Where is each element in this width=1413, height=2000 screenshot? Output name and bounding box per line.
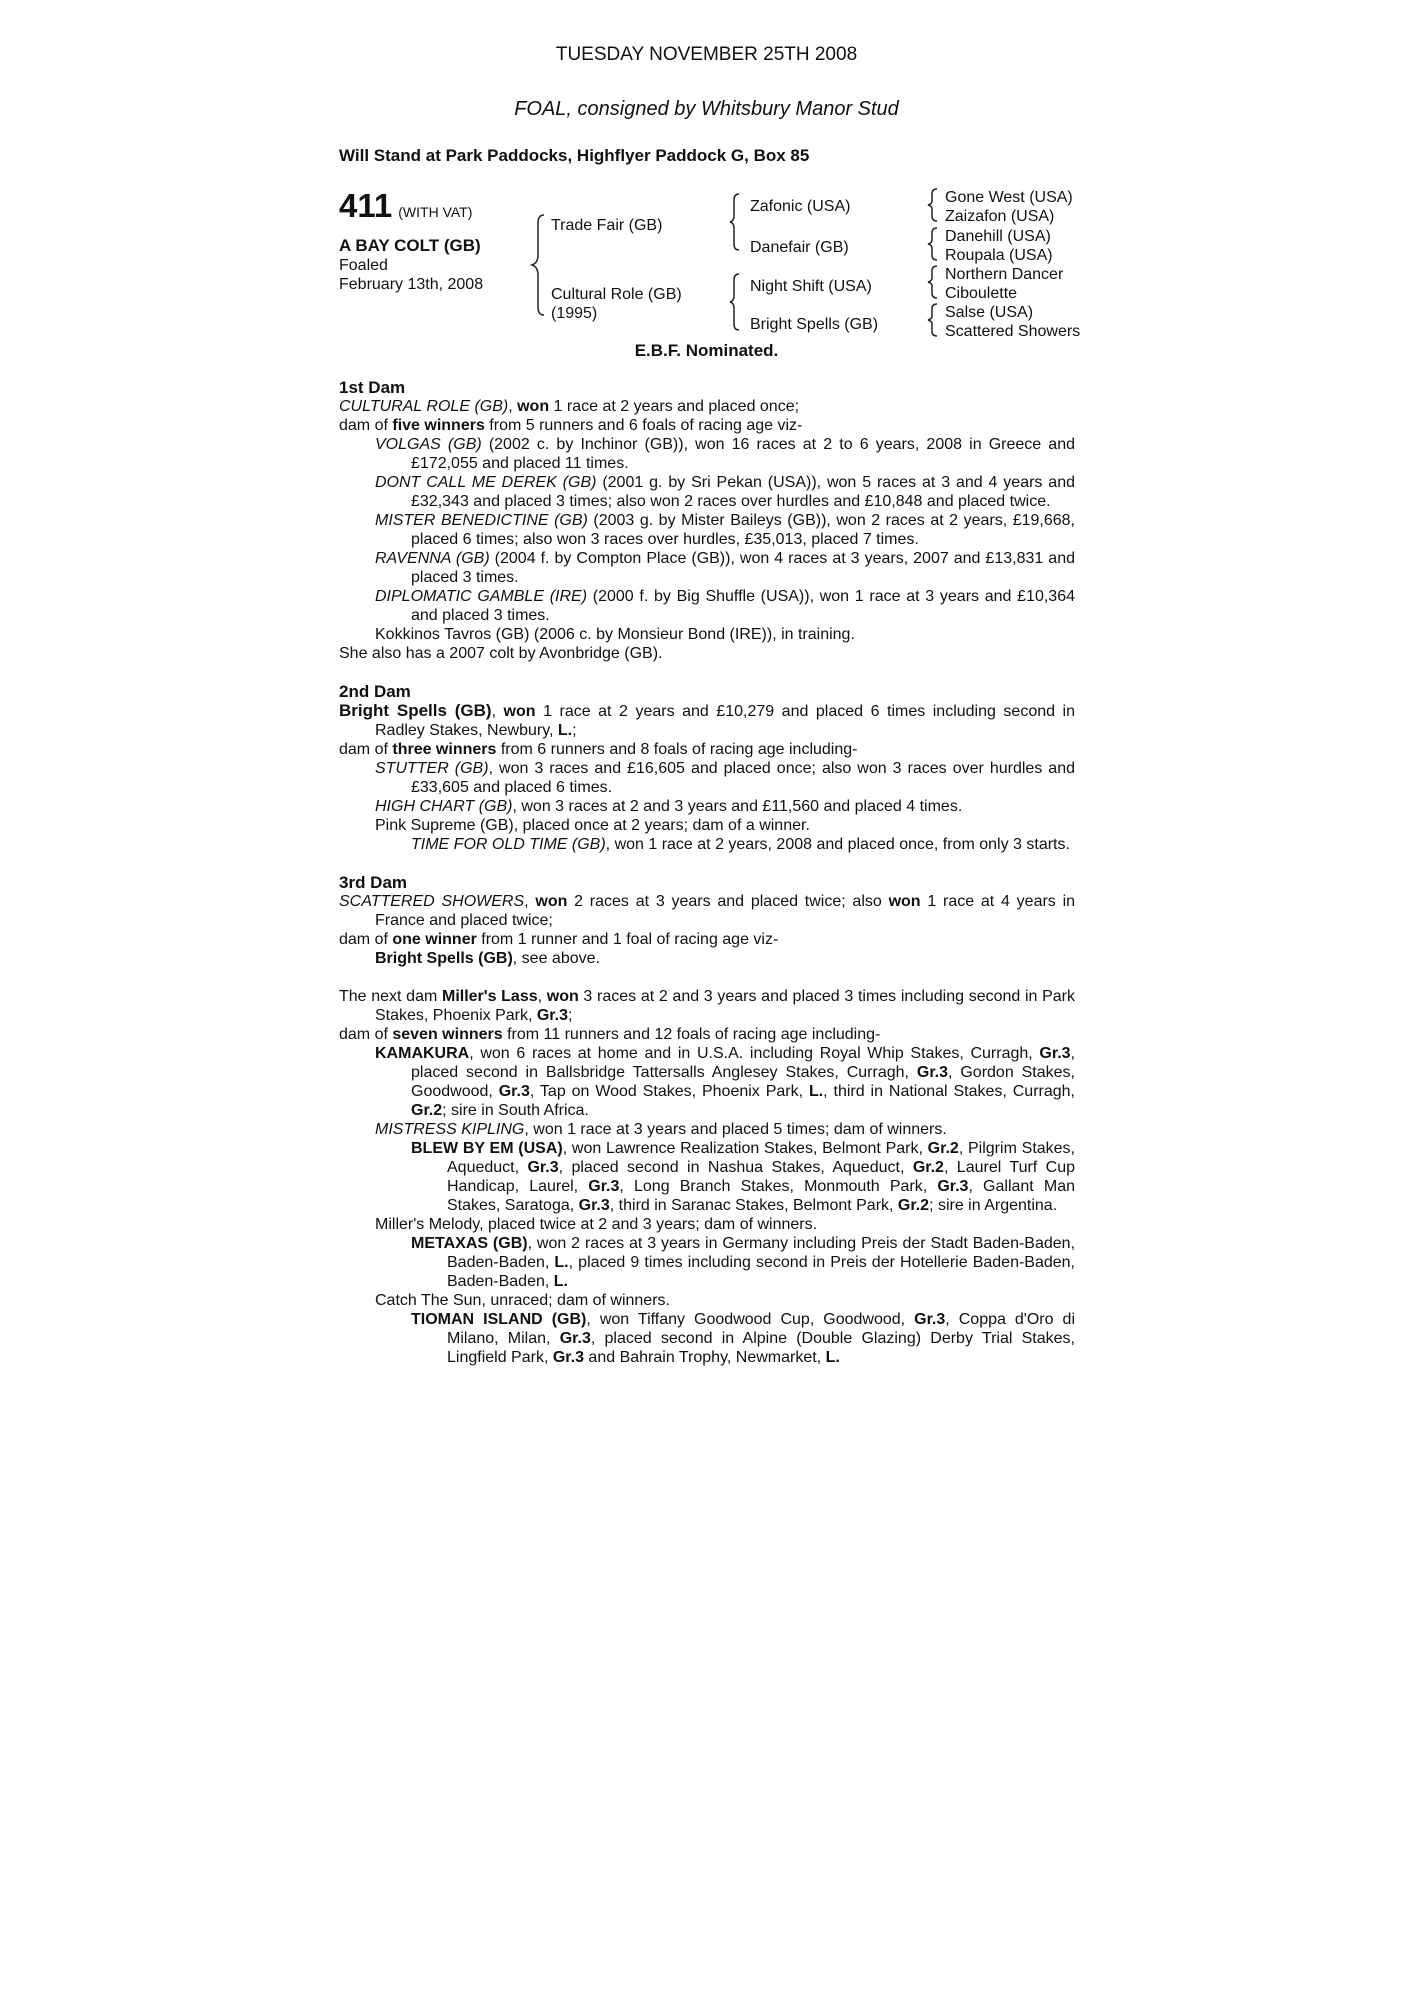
pedigree-brace-g1: [926, 186, 940, 224]
pedigree-brace-g2: [926, 225, 940, 263]
pedigree-g4: Roupala (USA): [945, 247, 1053, 264]
foaled-label: Foaled: [339, 257, 388, 274]
second-dam-produce-summary: dam of three winners from 6 runners and 8 foals of racing age including-: [339, 741, 858, 758]
produce-entry: KAMAKURA, won 6 races at home and in U.S.A. including Royal Whip Stakes, Curragh, Gr.3, placed second in Ballsbridge Tattersalls Anglesey Stakes, Curragh, Gr.3, Gordon Stakes, Goodwood, Gr.3, Tap on Wood Stakes, Phoenix Park, L., third in National Stakes, Curragh, Gr.2; sire in South Africa.: [375, 1045, 1075, 1119]
produce-entry: BLEW BY EM (USA), won Lawrence Realization Stakes, Belmont Park, Gr.2, Pilgrim Stakes, Aqueduct, Gr.3, placed second in Nashua Stakes, Aqueduct, Gr.2, Laurel Turf Cup Handicap, Laurel, Gr.3, Long Branch Stakes, Monmouth Park, Gr.3, Gallant Man Stakes, Saratoga, Gr.3, third in Saranac Stakes, Belmont Park, Gr.2; sire in Argentina.: [411, 1140, 1076, 1214]
pedigree-brace-g3: [926, 263, 940, 301]
stand-location: Will Stand at Park Paddocks, Highflyer Paddock G, Box 85: [339, 146, 810, 165]
produce-entry: VOLGAS (GB) (2002 c. by Inchinor (GB)), won 16 races at 2 to 6 years, 2008 in Greece and £172,055 and placed 11 times.: [375, 436, 1075, 472]
pedigree-brace-sire: [728, 190, 742, 254]
produce-entry: METAXAS (GB), won 2 races at 3 years in Germany including Preis der Stadt Baden-Baden, Baden-Baden, L., placed 9 times including second in Preis der Hotellerie Baden-Baden, Baden-Baden, L.: [411, 1235, 1076, 1290]
produce-entry: DONT CALL ME DEREK (GB) (2001 g. by Sri Pekan (USA)), won 5 races at 3 and 4 years and £32,343 and placed 3 times; also won 2 races over hurdles and £10,848 and placed twice.: [375, 474, 1075, 510]
produce-entry: Miller's Melody, placed twice at 2 and 3 years; dam of winners.: [375, 1216, 818, 1233]
pedigree-dam-year: (1995): [551, 305, 598, 322]
lot-number-block: [339, 187, 472, 225]
lot-number: 411: [339, 187, 393, 224]
pedigree-brace-dam: [728, 270, 742, 334]
produce-entry: Bright Spells (GB), see above.: [375, 950, 600, 967]
pedigree-dam-dam: Bright Spells (GB): [750, 316, 879, 333]
foaled-date: February 13th, 2008: [339, 276, 484, 293]
first-dam-name: CULTURAL ROLE (GB): [339, 398, 509, 415]
third-dam-heading: 3rd Dam: [339, 873, 408, 892]
produce-entry: Kokkinos Tavros (GB) (2006 c. by Monsieur Bond (IRE)), in training.: [375, 626, 855, 643]
pedigree-sire: Trade Fair (GB): [551, 217, 663, 234]
pedigree-brace-g4: [926, 301, 940, 339]
pedigree-g2: Zaizafon (USA): [945, 208, 1055, 225]
pedigree-sire-sire: Zafonic (USA): [750, 198, 851, 215]
pedigree-g6: Ciboulette: [945, 285, 1018, 302]
pedigree-dam: Cultural Role (GB): [551, 286, 682, 303]
ebf-nominated: E.B.F. Nominated.: [634, 341, 779, 360]
produce-entry: TIME FOR OLD TIME (GB), won 1 race at 2 years, 2008 and placed once, from only 3 starts.: [411, 836, 1070, 853]
pedigree-g8: Scattered Showers: [945, 323, 1081, 340]
third-dam-record: SCATTERED SHOWERS, won 2 races at 3 years and placed twice; also won 1 race at 4 years in France and placed twice;: [339, 893, 1076, 929]
pedigree-dam-sire: Night Shift (USA): [750, 278, 872, 295]
produce-entry: RAVENNA (GB) (2004 f. by Compton Place (GB)), won 4 races at 3 years, 2007 and £13,831 and placed 3 times.: [375, 550, 1075, 586]
pedigree-sire-dam: Danefair (GB): [750, 239, 849, 256]
pedigree-brace-main: [530, 205, 550, 325]
produce-note: She also has a 2007 colt by Avonbridge (GB).: [339, 645, 663, 662]
third-dam-produce-summary: dam of one winner from 1 runner and 1 foal of racing age viz-: [339, 931, 779, 948]
produce-entry: Catch The Sun, unraced; dam of winners.: [375, 1292, 670, 1309]
pedigree-g7: Salse (USA): [945, 304, 1034, 321]
next-dam-record: The next dam Miller's Lass, won 3 races at 2 and 3 years and placed 3 times including second in Park Stakes, Phoenix Park, Gr.3;: [339, 988, 1075, 1024]
first-dam-heading: 1st Dam: [339, 378, 406, 397]
second-dam-heading: 2nd Dam: [339, 682, 411, 701]
pedigree-g1: Gone West (USA): [945, 189, 1073, 206]
catalogue-body: [339, 378, 1075, 1367]
produce-entry: MISTRESS KIPLING, won 1 race at 3 years and placed 5 times; dam of winners.: [375, 1121, 947, 1138]
pedigree-g5: Northern Dancer: [945, 266, 1064, 283]
first-dam-record: CULTURAL ROLE (GB), won 1 race at 2 years and placed once;: [339, 398, 800, 415]
pedigree-g3: Danehill (USA): [945, 228, 1051, 245]
consignment-line: FOAL, consigned by Whitsbury Manor Stud: [514, 98, 899, 120]
lot-description: A BAY COLT (GB): [339, 236, 481, 255]
produce-entry: Pink Supreme (GB), placed once at 2 years; dam of a winner.: [375, 817, 810, 834]
produce-entry: DIPLOMATIC GAMBLE (IRE) (2000 f. by Big Shuffle (USA)), won 1 race at 3 years and £10,364 and placed 3 times.: [375, 588, 1075, 624]
first-dam-produce-summary: dam of five winners from 5 runners and 6 foals of racing age viz-: [339, 417, 803, 434]
second-dam-record: Bright Spells (GB), won 1 race at 2 years and £10,279 and placed 6 times including second in Radley Stakes, Newbury, L.;: [339, 701, 1076, 739]
produce-entry: MISTER BENEDICTINE (GB) (2003 g. by Mister Baileys (GB)), won 2 races at 2 years, £19,668, placed 6 times; also won 3 races over hurdles, £35,013, placed 7 times.: [375, 512, 1075, 548]
produce-entry: HIGH CHART (GB), won 3 races at 2 and 3 years and £11,560 and placed 4 times.: [375, 798, 963, 815]
vat-label: (WITH VAT): [398, 204, 473, 220]
produce-entry: TIOMAN ISLAND (GB), won Tiffany Goodwood Cup, Goodwood, Gr.3, Coppa d'Oro di Milano, Milan, Gr.3, placed second in Alpine (Double Glazing) Derby Trial Stakes, Lingfield Park, Gr.3 and Bahrain Trophy, Newmarket, L.: [411, 1311, 1076, 1366]
produce-entry: STUTTER (GB), won 3 races and £16,605 and placed once; also won 3 races over hurdles and £33,605 and placed 6 times.: [375, 760, 1075, 796]
next-dam-produce-summary: dam of seven winners from 11 runners and 12 foals of racing age including-: [339, 1026, 881, 1043]
sale-date: TUESDAY NOVEMBER 25TH 2008: [555, 44, 858, 65]
